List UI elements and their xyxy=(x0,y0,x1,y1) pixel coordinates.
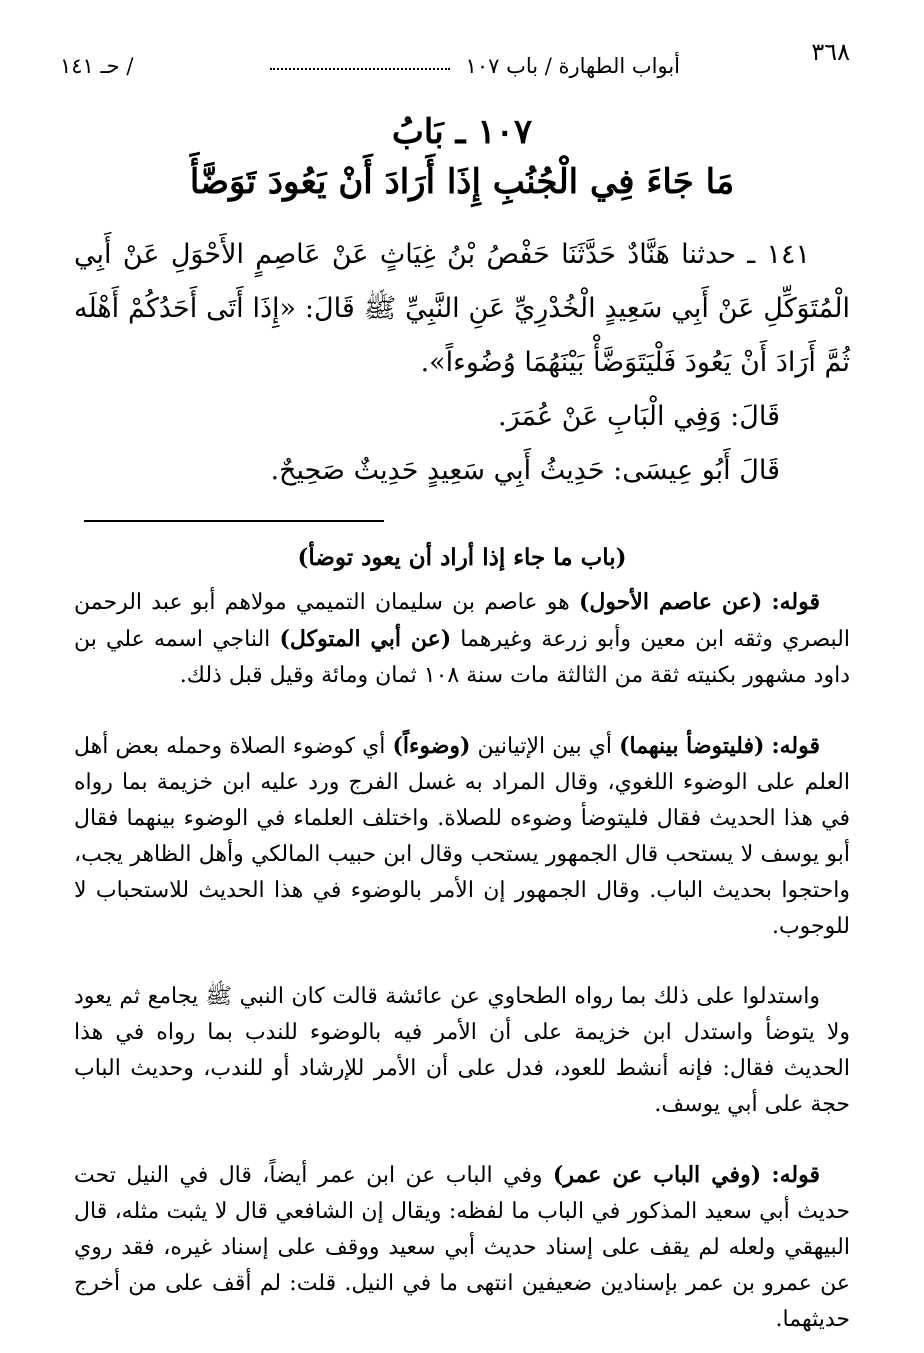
keyword: (عن عاصم الأحول) xyxy=(578,589,763,615)
commentary-title: (باب ما جاء إذا أراد أن يعود توضأ) xyxy=(297,544,627,571)
header-hadith-ref: / حـ ١٤١ xyxy=(60,54,134,78)
paragraph-text: هو عاصم بن سليمان التميمي مولاهم أبو عبد الرحمن البصري وثقه ابن معين وأبو زرعة وغيرهما xyxy=(74,590,850,652)
paragraph-text: الناجي اسمه علي بن داود مشهور بكنيته ثقة من الثالثة مات سنة ١٠٨ ثمان ومائة وقيل قبل ذلك. xyxy=(74,627,850,688)
paragraph-text: أي بين الإتيانين xyxy=(477,734,613,759)
lead-word: قوله: xyxy=(771,1162,821,1188)
chapter-title: مَا جَاءَ فِي الْجُنُبِ إِذَا أَرَادَ أَنْ يَعُودَ تَوَضَّأَ xyxy=(189,162,735,202)
keyword: (وفي الباب عن عمر) xyxy=(552,1162,762,1188)
keyword: (فليتوضأ بينهما) xyxy=(619,733,765,759)
commentary-paragraph-4 xyxy=(74,1157,850,1338)
chapter-heading xyxy=(60,108,864,208)
commentary-paragraph-3: واستدلوا على ذلك بما رواه الطحاوي عن عائشة قالت كان النبي ﷺ يجامع ثم يعود ولا يتوضأ واستدل ابن خزيمة على أن الأمر فيه بالوضوء للندب بما رواه في هذا الحديث فقال: فإنه أنشط للعود، فدل على أن الأمر للإرشاد أو للندب، وحديث الباب حجة على أبي يوسف. xyxy=(74,984,850,1117)
lead-word: قوله: xyxy=(771,589,821,615)
hadith-text: ١٤١ ـ حدثنا هَنَّادٌ حَدَّثَنَا حَفْصُ بْنُ غِيَاثٍ عَنْ عَاصِمٍ الأَحْوَلِ عَنْ أَبِي الْمُتَوَكِّلِ عَنْ أَبِي سَعِيدٍ الْخُدْرِيِّ عَنِ النَّبِيِّ ﷺ قَالَ: «إِذَا أَتَى أَحَدُكُمْ أَهْلَه ثُمَّ أَرَادَ أَنْ يَعُودَ فَلْيَتَوَضَّأْ بَيْنَهُمَا وُضُوءاً». xyxy=(74,239,850,378)
commentary-paragraph-1 xyxy=(74,584,850,694)
commentary-paragraph-2 xyxy=(74,728,850,945)
lead-word: قوله: xyxy=(771,733,820,759)
header-title: أبواب الطهارة / باب ١٠٧ xyxy=(465,54,680,78)
commentary xyxy=(74,540,850,1338)
paragraph-text: وفي الباب عن ابن عمر أيضاً، قال في النيل تحت حديث أبي سعيد المذكور في الباب ما لفظه: ويقال إن الشافعي قال لا يثبت مثله، قال البيهقي ولعله لم يقف على إسناد حديث أبي سعيد ووقف على إسناد غيره، فقد روي عن عمرو بن عمر بإسنادين ضعيفين انتهى ما في النيل. قلت: لم أقف على من أخرج حديثهما. xyxy=(74,1163,851,1332)
header-dot-leader xyxy=(270,68,450,70)
page-number: ٣٦٨ xyxy=(811,38,850,66)
chapter-number: ١٠٧ ـ بَابُ xyxy=(391,112,533,152)
hadith-block xyxy=(74,228,850,498)
running-header xyxy=(60,38,850,82)
paragraph-text: أي كوضوء الصلاة وحمله بعض أهل العلم على الوضوء اللغوي، وقال المراد به غسل الفرج ورد عليه ابن خزيمة بما رواه في هذا الحديث فقال فليتوضأ وضوءه للصلاة. واختلف العلماء في الوضوء بينهما فقال أبو يوسف لا يستحب قال الجمهور يستحب وقال ابن حبيب المالكي وأهل الظاهر يجب، واحتجوا بحديث الباب. وقال الجمهور إن الأمر بالوضوء في هذا الحديث للاستحباب لا للوجوب. xyxy=(74,734,850,939)
footnote-divider xyxy=(84,520,384,522)
hadith-note-2: قَالَ أَبُو عِيسَى: حَدِيثُ أَبِي سَعِيدٍ حَدِيثٌ صَحِيحٌ. xyxy=(270,455,780,486)
hadith-note-1: قَالَ: وَفِي الْبَابِ عَنْ عُمَرَ. xyxy=(497,401,780,432)
keyword: (عن أبي المتوكل) xyxy=(279,626,452,652)
keyword: (وضوءاً) xyxy=(392,733,471,759)
